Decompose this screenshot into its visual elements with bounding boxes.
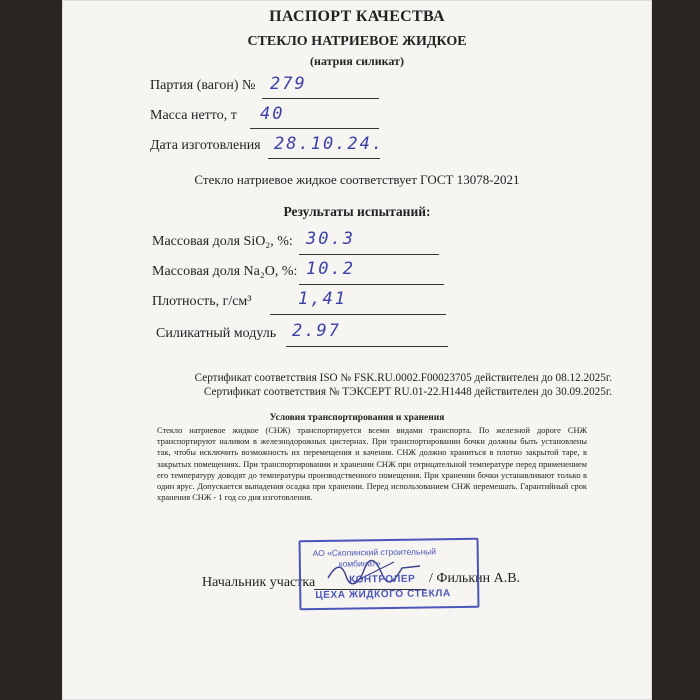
mass-label: Масса нетто, т — [150, 108, 237, 123]
results-heading: Результаты испытаний: — [283, 204, 431, 219]
certificate-teksert: Сертификат соответствия № ТЭКСЕРТ RU.01-22.H1448 действителен до 30.09.2025г. — [203, 386, 612, 398]
conditions-title: Условия транспортирования и хранения — [269, 413, 445, 423]
batch-value: 279 — [270, 74, 307, 94]
certificate-iso: Сертификат соответствия ISO № FSK.RU.0002.F00023705 действителен до 08.12.2025г. — [194, 372, 612, 384]
module-value: 2.97 — [292, 321, 341, 341]
controller-stamp — [299, 538, 480, 611]
sio2-label: Массовая доля SiO₂, %: — [152, 234, 293, 249]
batch-label: Партия (вагон) № — [150, 78, 256, 93]
na2o-value: 10.2 — [306, 259, 355, 279]
stamp-department: ЦЕХА ЖИДКОГО СТЕКЛА — [315, 588, 451, 602]
module-label: Силикатный модуль — [156, 326, 277, 341]
signature-role: Начальник участка — [202, 575, 316, 590]
gost-conformity: Стекло натриевое жидкое соответствует ГОСТ 13078-2021 — [194, 172, 520, 187]
mass-value: 40 — [260, 104, 285, 124]
product-name: СТЕКЛО НАТРИЕВОЕ ЖИДКОЕ — [247, 34, 467, 49]
quality-passport-document — [62, 0, 652, 700]
sio2-value: 30.3 — [306, 229, 355, 249]
conditions-text: Стекло натриевое жидкое (СНЖ) транспортируется всеми видами транспорта. По железной дороге СНЖ транспортируют наливом в железнодорожных цистернах. При транспортировании бочки должны быть установлены так, чтобы исключить возможность их перемещения и качения. СНЖ должно храниться в плотно закрытой таре, в закрытых помещениях. При транспортировании и хранении СНЖ при отрицательной температуре перед применением его температуру доводят до температуры производственного помещения. При хранении бочки устанавливают только в один ярус. Допускается выпадения осадка при хранении. Перед использованием СНЖ перемешать. Гарантийный срок хранения СНЖ - 1 год со дня изготовления. — [157, 426, 587, 503]
na2o-label: Массовая доля Na₂O, %: — [152, 264, 298, 279]
stamp-role: КОНТРОЛЕР — [349, 573, 416, 586]
date-value: 28.10.24. — [274, 134, 385, 154]
stamp-company-line2: комбинат» — [338, 558, 381, 569]
density-line — [270, 296, 446, 315]
stamp-company-line1: АО «Скопинский строительный — [312, 546, 437, 559]
date-label: Дата изготовления — [150, 138, 261, 153]
density-value: 1,41 — [298, 289, 347, 309]
density-label: Плотность, г/см³ — [152, 294, 252, 309]
document-title: ПАСПОРТ КАЧЕСТВА — [269, 8, 445, 25]
product-alt-name: (натрия силикат) — [310, 54, 404, 68]
signatory-name: / Филькин А.В. — [429, 571, 521, 586]
